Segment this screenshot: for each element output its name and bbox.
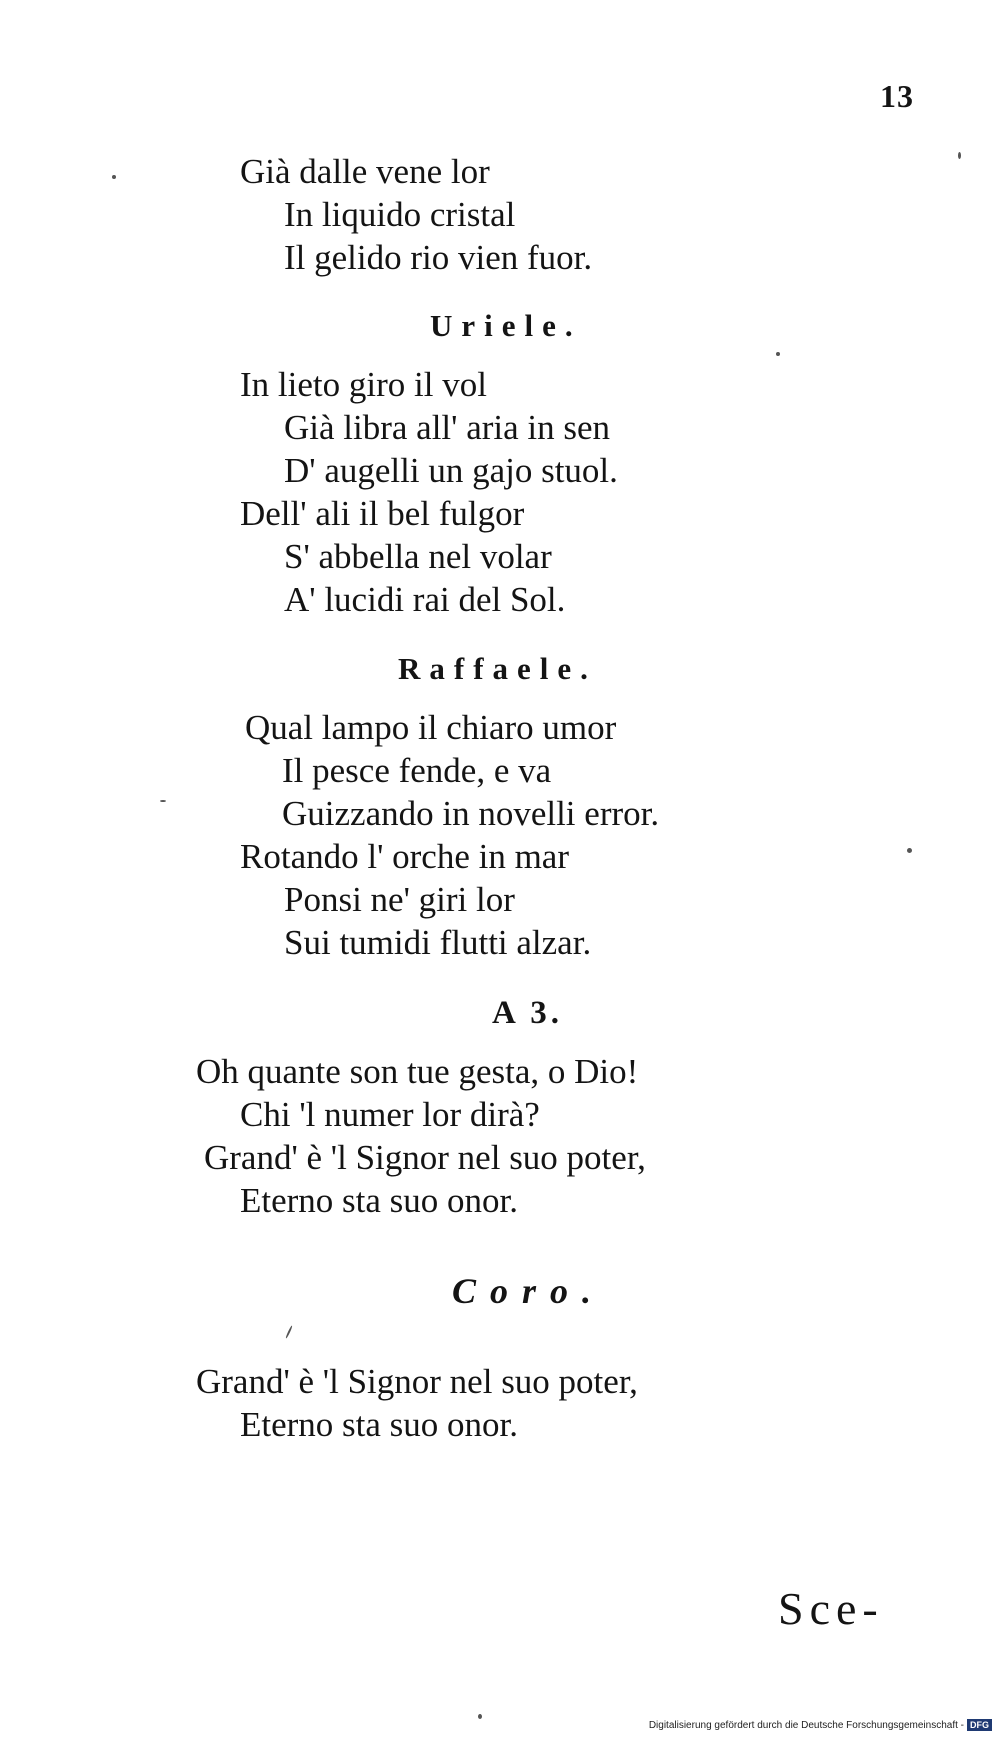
- speaker-heading: Uriele.: [430, 308, 582, 343]
- verse-line: Qual lampo il chiaro umor: [245, 708, 617, 747]
- verse-line: Eterno sta suo onor.: [240, 1181, 519, 1220]
- dfg-logo: DFG: [967, 1719, 992, 1731]
- scan-speck: [776, 352, 780, 356]
- verse-line: Chi 'l numer lor dirà?: [240, 1095, 540, 1134]
- speaker-heading: A 3.: [492, 995, 564, 1031]
- verse-line: Già dalle vene lor: [240, 152, 490, 191]
- verse-line: A' lucidi rai del Sol.: [284, 580, 566, 619]
- verse-line: Sui tumidi flutti alzar.: [284, 923, 592, 962]
- catchword: Sce-: [778, 1583, 884, 1634]
- verse-line: Grand' è 'l Signor nel suo poter,: [204, 1138, 646, 1177]
- verse-line: D' augelli un gajo stuol.: [284, 451, 618, 490]
- verse-line: Grand' è 'l Signor nel suo poter,: [196, 1362, 638, 1401]
- scan-speck: [478, 1714, 482, 1719]
- verse-line: Eterno sta suo onor.: [240, 1405, 519, 1444]
- scan-speck: [285, 1325, 293, 1339]
- verse-line: Oh quante son tue gesta, o Dio!: [196, 1052, 639, 1091]
- verse-line: S' abbella nel volar: [284, 537, 552, 576]
- verse-line: Rotando l' orche in mar: [240, 837, 569, 876]
- verse-line: Dell' ali il bel fulgor: [240, 494, 525, 533]
- scan-speck: [112, 175, 116, 179]
- scan-speck: [160, 800, 166, 802]
- footer-text: Digitalisierung gefördert durch die Deutsche Forschungsgemeinschaft -: [648, 1719, 964, 1731]
- verse-line: Guizzando in novelli error.: [282, 794, 660, 833]
- page-number: 13: [880, 78, 914, 114]
- speaker-heading: Raffaele.: [398, 651, 597, 686]
- verse-line: In liquido cristal: [284, 195, 516, 234]
- digitization-footer: [649, 1719, 992, 1731]
- scan-speck: [907, 848, 912, 853]
- verse-line: In lieto giro il vol: [240, 365, 487, 404]
- scan-speck: [958, 152, 961, 159]
- verse-line: Il gelido rio vien fuor.: [284, 238, 593, 277]
- speaker-heading: Coro.: [452, 1271, 606, 1311]
- verse-line: Già libra all' aria in sen: [284, 408, 611, 447]
- verse-line: Ponsi ne' giri lor: [284, 880, 515, 919]
- verse-line: Il pesce fende, e va: [282, 751, 552, 790]
